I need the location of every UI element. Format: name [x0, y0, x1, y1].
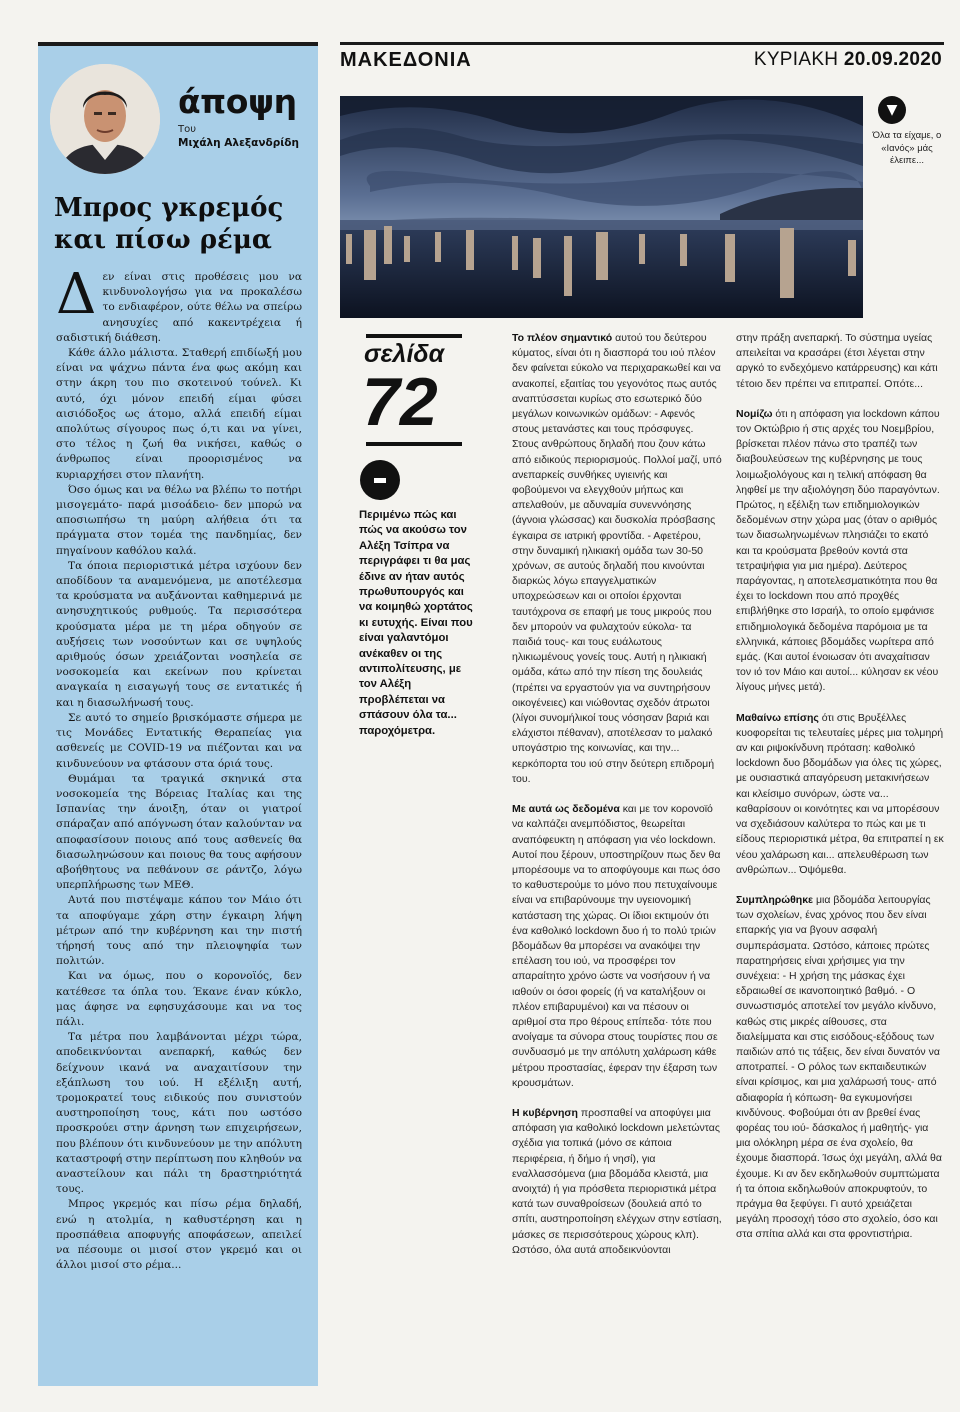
- opinion-column: [38, 42, 318, 1386]
- opinion-paragraph: Όσο όμως και να θέλω να βλέπω το ποτήρι μισογεμάτο- παρά μισοάδειο- δεν μπορώ να αποσιωπήσω τη μαύρη αλήθεια ότι τα πράγματα στον τομέα της πανδημίας, δεν πηγαίνουν καθόλου καλά.: [56, 483, 302, 557]
- page-ref-rule-bottom: [366, 442, 462, 446]
- page-ref-rule-top: [366, 334, 462, 338]
- article-paragraph: Νομίζω ότι η απόφαση για lockdown κάπου τον Οκτώβριο ή στις αρχές του Νοεμβρίου, βρίσκεται πλέον πάνω στο τραπέζι των διαβουλεύσεων της κυβέρνησης με τους λοιμωξιολόγους και η τελική απόφαση θα ληφθεί με την αξιολόγηση δύο παραγόντων. Πρώτος, η εξέλιξη των επιδημιολογικών δεδομένων στην χώρα μας (όταν ο αριθμός των διασωληνωμένων πλησιάζει το εκατό και τα κρούσματα βρεθούν κοντά στα τετραψήφια για μια ημέρα). Δεύτερος παράγοντας, η αποτελεσματικότητα που θα έχει το lockdown που από προχθές επιβλήθηκε στο Ισραήλ, το οποίο εμφάνισε επιδημιολογικά δεδομένα παρόμοια με τα ελληνικά, κάποιες βδομάδες νωρίτερα από εμάς. (Και αυτοί ένοιωσαν ότι αναχαίτισαν τον ιό τον Μάιο και αυτοί... κύλησαν εκ νέου λίγους μήνες μετά).: [736, 407, 940, 694]
- issue-date: [754, 49, 942, 71]
- opinion-paragraph: Και να όμως, που ο κορονοϊός, δεν κατέθεσε τα όπλα του. Έκανε έναν κύκλο, μας άφησε να εφησυχάσουμε και να τος πάλι.: [56, 970, 302, 1028]
- opinion-paragraph: Τα μέτρα που λαμβάνονται μέχρι τώρα, αποδεικνύονται ανεπαρκή, καθώς δεν δείχνουν ικανά να αναχαιτίσουν την εξάπλωση του ιού. Η εξέλιξη αυτή, τρομοκρατεί τους ειδικούς που συνιστούν αυστηροποίηση τους, κάτι που ωστόσο προσκρούει στην άρνηση των επιχειρήσεων, που βλέπουν ότι κινδυνεύουν με την απόλυτη καταστροφή στην περίπτωση που κληθούν να αναστείλουν και πάλι τη δραστηριότητά τους.: [56, 1031, 302, 1196]
- opinion-paragraph: Κάθε άλλο μάλιστα. Σταθερή επιδίωξή μου είναι να ψάχνω πάντα ένα φως ακόμη και στην άκρη του πιο σκοτεινού τούνελ. Κι αυτό, όχι μόνον επειδή είμαι φύσει αισιόδοξος ως άτομο, αλλά επειδή είμαι απολύτως σίγουρος πως ό,τι και να γίνει, στο τέλος η ζωή θα νικήσει, καθώς ο άνθρωπος είναι προορισμένος να κυριαρχήσει στον πλανήτη.: [56, 347, 302, 481]
- opinion-headline: [54, 192, 304, 256]
- opinion-paragraph: Σε αυτό το σημείο βρισκόμαστε σήμερα με τις Μονάδες Εντατικής Θεραπείας για ασθενείς με COVID-19 να πιέζονται και να κινδυνεύουν να φτάσουν στα όριά τους.: [56, 711, 302, 770]
- article-column-2: [736, 331, 944, 1258]
- author-name: Μιχάλη Αλεξανδρίδη: [178, 137, 299, 149]
- headline-line-2: και πίσω ρέμα: [54, 225, 272, 255]
- article-column-1: [512, 331, 722, 1273]
- author-photo: [50, 64, 160, 174]
- minus-icon: [360, 460, 400, 500]
- down-arrow-icon: ▼: [878, 96, 906, 124]
- drop-cap: Δ: [56, 262, 97, 327]
- article-paragraph: Μαθαίνω επίσης ότι στις Βρυξέλλες κυοφορείται τις τελευταίες μέρες μια τολμηρή αν και ριψοκίνδυνη πρόταση: καθολικό lockdown δυο βδομάδων για όλες τις χώρες, με ουσιαστικά απαγόρευση μετακινήσεων και κλείσιμο συνόρων, ώστε να... καθαρίσουν οι κοινότητες και να μπορέσουν να σχεδιάσουν καλύτερα το πώς και με τι είδους περιοριστικά μέτρα, θα επιτραπεί η εκ νέου χαλάρωση και... απελευθέρωση των ανθρώπων... Όψόμεθα.: [736, 711, 944, 876]
- side-quote: Περιμένω πώς και πώς να ακούσω τον Αλέξη Τσίπρα να περιγράφει τι θα μας έδινε αν ήταν αυτός πρωθυπουργός και να κοιμηθώ χορτάτος κι ευτυχής. Είναι που είναι γαλαντόμοι ανέκαθεν οι της αντιπολίτευσης, με τον Αλέξη προβλέπεται να σπάσουν όλα τα... παροχόμετρα.: [359, 509, 473, 737]
- issue-day: ΚΥΡΙΑΚΗ: [753, 49, 839, 70]
- opinion-paragraph: Μπρος γκρεμός και πίσω ρέμα δηλαδή, ενώ η ατολμία, η καθυστέρηση και η προσπάθεια αποφυγής αποφάσεων, απειλεί να πέσουμε οι μισοί στον γκρεμό και οι άλλοι μισοί στο ρέμα...: [56, 1198, 302, 1272]
- page-ref-label: σελίδα: [364, 340, 445, 368]
- opinion-paragraph: Τα όποια περιοριστικά μέτρα ισχύουν δεν αποδίδουν τα αναμενόμενα, με αποτέλεσμα τα κρούσματα να αυξάνονται καθημερινά με ανησυχητικούς ρυθμούς. Τα περισσότερα κρούσματα μέρα με τη μέρα οδηγούν σε αυξήσεις των νοσούντων και σε υψηλούς αριθμούς όσων χρειάζονται νοσηλεία σε νοσοκομεία και εκείνων που κρίνεται αναγκαία η εισαγωγή τους σε εντατικές ή και η διασωλήνωσή τους.: [56, 559, 302, 709]
- article-paragraph: Το πλέον σημαντικό αυτού του δεύτερου κύματος, είναι ότι η διασπορά του ιού πλέον δεν φαίνεται εύκολο να περιχαρακωθεί και να ανακοπεί, εξαιτίας του γεγονότος πως αυτός αναπτύσσεται κυρίως στο εσωτερικό δύο μεγάλων κοινωνικών ομάδων: - Αφενός στους μετανάστες και τους πρόσφυγες. Στους ανθρώπους δηλαδή που ζουν κάτω από ειδικούς περιορισμούς. Πολλοί μαζί, υπό ανεπαρκείς συνθήκες υγιεινής και φοβούμενοι να ελεγχθούν μήπως και απελαθούν, με αδυναμία συνεννόησης (άγνοια γλώσσας) και δυσκολία πρόσβασης έγκαιρα σε ιατρική φροντίδα. - Αφετέρου, στην δυναμική ηλικιακή ομάδα των 30-50 χρόνων, σε αυτούς δηλαδή που κινούνται διαρκώς λόγω επαγγελματικών υποχρεώσεων και οι οποίοι έρχονται ταυτόχρονα σε επαφή με τους μικρούς που δεν μπορούν να φυλαχτούν εύκολα- τα παιδιά τους- και τους ευάλωτους ηλικιωμένους γονείς τους. Αυτή η ηλικιακή ομάδα, κάτω από την πίεση της δουλειάς (πρέπει να εργαστούν για να συντηρήσουν οικογένειες) και νιώθοντας σχεδόν άτρωτοι (λίγοι συνομήλικοί τους νόσησαν βαριά και ελάχιστοι πέθαναν), αποτέλεσαν το μαλακό υπογάστριο της κοινωνίας, και την... κερκόπορτα του ιού στην δεύτερη επιδρομή του.: [512, 332, 722, 785]
- stormy-sea-image: [340, 96, 863, 318]
- author-portrait-image: [50, 64, 160, 174]
- headline-line-1: Μπρος γκρεμός: [54, 193, 284, 223]
- opinion-body: [56, 262, 302, 1273]
- seafront-photo: [340, 96, 863, 318]
- photo-caption: Όλα τα είχαμε, ο «Ιανός» μάς έλειπε...: [872, 130, 942, 166]
- byline-prefix: Του: [178, 124, 197, 135]
- article-paragraph: στην πράξη ανεπαρκή. Το σύστημα υγείας απειλείται να κρασάρει (έτσι λέγεται στην αργκό το ενδεχόμενο κατάρρευσης) και κάτι τέτοιο δεν πρέπει να επιτραπεί. Οπότε...: [736, 332, 938, 390]
- article-paragraph: Με αυτά ως δεδομένα και με τον κορονοϊό να καλπάζει ανεμπόδιστος, θεωρείται αναπόφευκτη η απόφαση για νέο lockdown. Αυτοί που ξέρουν, υποστηρίζουν πως δεν θα μπορέσουμε να το αποφύγουμε και πως όσο το καθυστερούμε το μόνο που πετυχαίνουμε είναι να επιβαρύνουμε την υγειονομική κατάσταση της χώρας. Οι ίδιοι εκτιμούν ότι ένα καθολικό lockdown δυο ή το πολύ τριών βδομάδων θα μπορέσει να ανακόψει την επέλαση του ιού, να προσφέρει τον απαραίτητο χρόνο ώστε να νοσήσουν ή να ιαθούν οι όσοι φορείς (ή να καταλήξουν οι πλέον επιβαρυμένοι) και να πέσουν οι αριθμοί στα προ θέρους επίπεδα· τότε που ανοίγαμε τα σύνορα στους τουρίστες που σε συνδυασμό με την απόλυτη χαλάρωση κάθε μέτρου προστασίας, έφεραν την έξαρση των κρουσμάτων.: [512, 803, 721, 1089]
- issue-date-value: 20.09.2020: [843, 49, 942, 70]
- article-paragraph: Η κυβέρνηση προσπαθεί να αποφύγει μια απόφαση για καθολικό lockdown μελετώντας σχέδια για τοπικά (μόνο σε κάποια περιφέρεια, ή δήμο ή νησί), για εναλλασσόμενα (μια βδομάδα κλειστά, μια ανοιχτά) ή για πρόσθετα περιοριστικά μέτρα κατά των συναθροίσεων (δουλειά από το σπίτι, αυστηροποίηση ελέγχων στην εστίαση, μάσκες σε περισσότερους χώρους κλπ). Ωστόσο, όλα αυτά αποδεικνύονται: [512, 1106, 722, 1256]
- article-paragraph: Συμπληρώθηκε μια βδομάδα λειτουργίας των σχολείων, ένας χρόνος που δεν είναι επαρκής για να βγουν ασφαλή συμπεράσματα. Ωστόσο, κάποιες πρώτες παρατηρήσεις είναι χρήσιμες για την συνέχεια: - Η χρήση της μάσκας έχει εδραιωθεί σε ικανοποιητικό βαθμό. - Ο συνωστισμός αποτελεί τον μεγάλο κίνδυνο, καθώς στις μικρές αίθουσες, στα διαλείμματα και στις εισόδους-εξόδους των παιδιών από τις τάξεις, δεν είναι δυνατόν να αποτραπεί. - Ο ρόλος των εκπαιδευτικών είναι κρίσιμος, και μια χαλάρωσή τους- από αδιαφορία ή κόπωση- θα εγκυμονήσει κινδύνους. Φοβούμαι ότι αν βρεθεί ένας φορέας του ιού- δάσκαλος ή μαθητής- για μια ολόκληρη μέρα σε ένα σχολείο, θα έχουμε διασπορά. Ίσως όχι μεγάλη, αλλά θα έχουμε. Κι αν δεν εκδηλωθούν συμπτώματα ή τα όποια εκδηλωθούν αποκρυφτούν, το πράγμα θα ξεφύγει. Γι αυτό χρειάζεται μεγάλη προσοχή τόσο στο σχολείο, όσο και στα σπίτια αλλά και στα φροντιστήρια.: [736, 893, 942, 1241]
- opinion-paragraph: Θυμάμαι τα τραγικά σκηνικά στα νοσοκομεία της Βόρειας Ιταλίας και της Ισπανίας την άνοιξη, όταν οι γιατροί σπάραζαν από απόγνωση όταν καλούνταν να αποφασίσουν ποιους από τους ασθενείς θα διασωληνώσουν και ποιους θα τους αφήσουν αβοήθητους να πεθάνουν σε ράντζο, λόγω υπερπλήρωσης των ΜΕΘ.: [56, 772, 302, 892]
- newspaper-name: ΜΑΚΕΔΟΝΙΑ: [340, 49, 472, 71]
- section-label: άποψη: [178, 82, 297, 121]
- opinion-paragraph: Δεν είναι στις προθέσεις μου να κινδυνολογήσω για να προκαλέσω το ενδιαφέρον, ούτε θέλω να σπείρω ανησυχίες από κακεντρέχεια ή σαδιστική διάθεση.: [56, 262, 302, 344]
- masthead-rule: [340, 42, 944, 45]
- page-ref-number: 72: [362, 364, 438, 440]
- opinion-paragraph: Αυτά που πιστέψαμε κάπου τον Μάιο ότι τα αποφύγαμε χάρη στην έγκαιρη λήψη μέτρων από την κυβέρνηση και την πιστή τήρησή τους από την πλειοψηφία των πολιτών.: [56, 894, 302, 968]
